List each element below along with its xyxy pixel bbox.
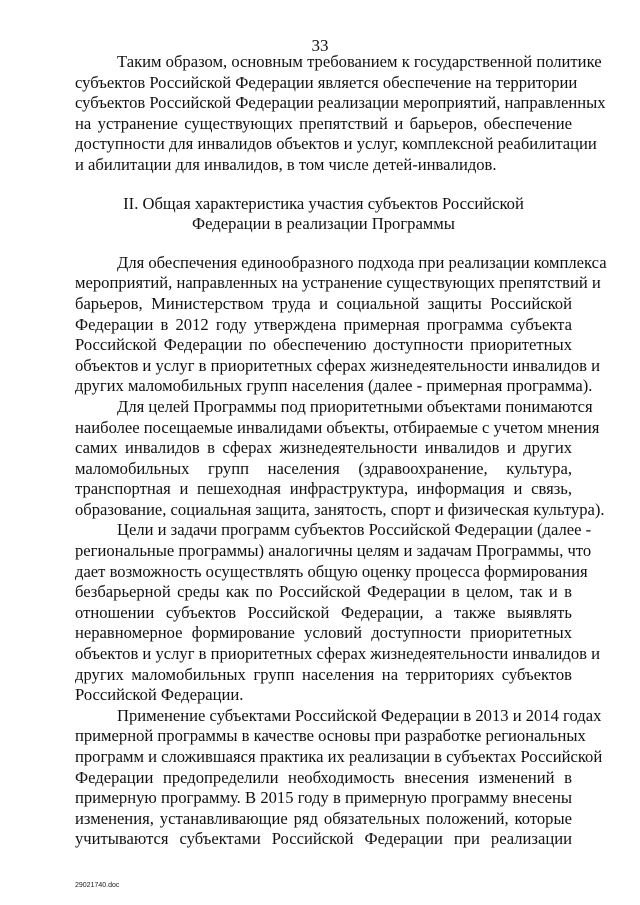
text-line: объектов и услуг в приоритетных сферах жизнедеятельности инвалидов и: [75, 355, 601, 375]
text-line: отношении субъектов Российской Федерации, а также выявлять: [75, 602, 572, 622]
text-line: учитываются субъектами Российской Федерации при реализации: [75, 829, 572, 849]
section-heading: [75, 194, 572, 235]
text-line: барьеров, Министерством труда и социальной защиты Российской: [75, 293, 572, 313]
text-line: образование, социальная защита, занятость, спорт и физическая культура).: [75, 499, 605, 519]
text-line: Для обеспечения единообразного подхода при реализации комплекса: [117, 252, 607, 272]
text-line: мероприятий, направленных на устранение существующих препятствий и: [75, 273, 601, 293]
footer-filename: 29021740.doc: [75, 882, 120, 889]
text-line: Таким образом, основным требованием к государственной политике: [117, 52, 602, 71]
page-number: 33: [311, 36, 329, 55]
text-line: других маломобильных групп населения (далее - примерная программа).: [75, 376, 593, 396]
document-body: [75, 52, 607, 850]
heading-line: II. Общая характеристика участия субъектов Российской: [123, 193, 524, 213]
text-line: самих инвалидов в сферах жизнедеятельности инвалидов и других: [75, 438, 572, 458]
text-line: Применение субъектами Российской Федерации в 2013 и 2014 годах: [117, 705, 602, 725]
heading-line: Федерации в реализации Программы: [192, 214, 455, 234]
text-line: транспортная и пешеходная инфраструктура, информация и связь,: [75, 479, 572, 499]
text-line: объектов и услуг в приоритетных сферах жизнедеятельности инвалидов и: [75, 644, 601, 664]
text-line: Российской Федерации.: [75, 685, 244, 705]
text-line: Цели и задачи программ субъектов Российской Федерации (далее -: [117, 520, 592, 540]
text-line: субъектов Российской Федерации реализации мероприятий, направленных: [75, 93, 606, 113]
paragraph: [75, 520, 601, 705]
text-line: безбарьерной среды как по Российской Федерации в целом, так и в: [75, 582, 572, 602]
text-line: доступности для инвалидов объектов и услуг, комплексной реабилитации: [75, 134, 597, 154]
text-line: региональные программы) аналогичны целям и задачам Программы, что: [75, 541, 592, 561]
text-line: Для целей Программы под приоритетными объектами понимаются: [117, 396, 593, 416]
paragraph: [75, 396, 605, 521]
text-line: других маломобильных групп населения на территориях субъектов: [75, 664, 572, 684]
text-line: Федерации предопределили необходимость внесения изменений в: [75, 767, 572, 787]
text-line: наиболее посещаемые инвалидами объекты, отбираемые с учетом мнения: [75, 417, 600, 437]
text-line: изменения, устанавливающие ряд обязательных положений, которые: [75, 808, 572, 828]
paragraph: [75, 705, 603, 850]
text-line: и абилитации для инвалидов, в том числе детей-инвалидов.: [75, 154, 497, 174]
text-line: Федерации в 2012 году утверждена примерная программа субъекта: [75, 314, 572, 334]
text-line: субъектов Российской Федерации является обеспечение на территории: [75, 72, 578, 92]
text-line: примерной программы в качестве основы при разработке региональных: [75, 726, 586, 746]
text-line: Российской Федерации по обеспечению доступности приоритетных: [75, 335, 572, 355]
paragraph: [75, 252, 607, 397]
text-line: дает возможность осуществлять общую оценку процесса формирования: [75, 561, 588, 581]
text-line: маломобильных групп населения (здравоохранение, культура,: [75, 458, 572, 478]
text-line: программ и сложившаяся практика их реализации в субъектах Российской: [75, 747, 603, 766]
text-line: примерную программу. В 2015 году в примерную программу внесены: [75, 788, 572, 808]
text-line: неравномерное формирование условий доступности приоритетных: [75, 623, 572, 643]
text-line: на устранение существующих препятствий и барьеров, обеспечение: [75, 113, 572, 133]
paragraph: [75, 52, 606, 176]
